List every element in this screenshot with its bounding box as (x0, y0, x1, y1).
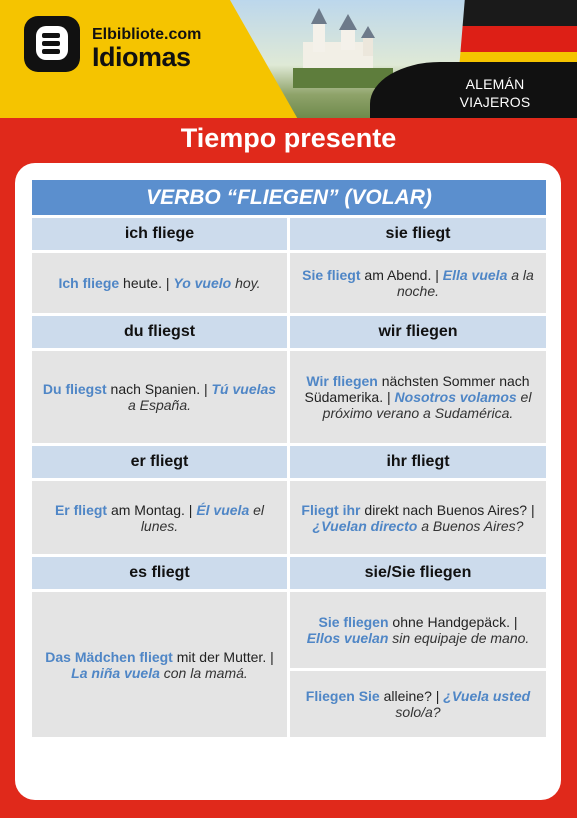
german-phrase: Ich fliege (58, 275, 120, 291)
table-row (32, 316, 546, 348)
german-phrase: Wir fliegen (306, 373, 378, 389)
sentence-text (300, 267, 536, 299)
sentence-part: heute. | (119, 275, 174, 291)
example-sentence (32, 481, 287, 554)
table-row (32, 218, 546, 250)
example-stack (290, 592, 546, 737)
pronoun-form: sie/Sie fliegen (290, 557, 546, 589)
german-phrase: Du fliegst (42, 381, 107, 397)
example-sentence (290, 351, 546, 443)
tag-language: ALEMÁN (465, 76, 525, 92)
pronoun-form: es fliegt (32, 557, 287, 589)
spanish-phrase: Yo vuelo (173, 275, 232, 291)
spanish-phrase: Ella vuela (442, 267, 508, 283)
castle-illustration (285, 8, 395, 88)
sentence-part: direkt nach Buenos Aires? | (360, 501, 535, 518)
sentence-part: a la noche. (396, 267, 534, 299)
sentence-part: mit der Mutter. | (172, 648, 274, 665)
spanish-phrase: Nosotros volamos (394, 389, 517, 405)
example-sentence (32, 351, 287, 443)
table-row (32, 557, 546, 589)
german-phrase: Fliegen Sie (305, 688, 380, 704)
header-banner (0, 0, 577, 118)
table-row (32, 481, 546, 554)
sentence-part: am Abend. | (360, 267, 443, 283)
spanish-phrase: Ellos vuelan (306, 630, 389, 646)
sentence-text (58, 275, 260, 291)
german-phrase: Er fliegt (54, 501, 108, 518)
sentence-text (42, 502, 277, 534)
sentence-text (42, 381, 277, 413)
sentence-part: con la mamá. (159, 664, 248, 681)
spanish-phrase: Tú vuelas (211, 381, 277, 397)
spanish-phrase: ¿Vuela usted (443, 688, 531, 704)
sentence-part: solo/a? (395, 704, 441, 720)
spanish-phrase: Él vuela (196, 501, 250, 518)
german-phrase: Fliegt ihr (301, 501, 361, 518)
sentence-part: el lunes. (140, 501, 265, 534)
tag-audience: VIAJEROS (459, 94, 531, 110)
conjugation-table (32, 180, 546, 740)
sentence-part: nächsten Sommer nach Südamerika. | (304, 373, 530, 405)
example-sentence (290, 592, 546, 668)
table-row (32, 351, 546, 443)
page-title: Tiempo presente (180, 123, 397, 153)
spanish-phrase: La niña vuela (71, 664, 160, 681)
sentence-part: alleine? | (379, 688, 444, 704)
category-tag (445, 75, 545, 111)
sentence-text (42, 649, 277, 681)
example-sentence (290, 481, 546, 554)
german-phrase: Sie fliegt (302, 267, 361, 283)
sentence-text (300, 688, 536, 720)
pronoun-form: sie fliegt (290, 218, 546, 250)
table-row (32, 446, 546, 478)
sentence-part: sin equipaje de mano. (388, 630, 530, 646)
pronoun-form: wir fliegen (290, 316, 546, 348)
sentence-part: a España. (127, 397, 192, 413)
sentence-part: hoy. (231, 275, 261, 291)
sentence-part: am Montag. | (107, 501, 197, 518)
example-sentence (290, 671, 546, 737)
sentence-text (300, 373, 536, 421)
logo-icon (24, 16, 80, 72)
sentence-part: ohne Handgepäck. | (388, 614, 518, 630)
example-sentence (32, 592, 287, 737)
pronoun-form: du fliegst (32, 316, 287, 348)
example-sentence (32, 253, 287, 313)
table-row (32, 253, 546, 313)
verb-title: VERBO “FLIEGEN” (VOLAR) (32, 180, 546, 215)
sentence-text (300, 502, 536, 534)
brand-site: Elbibliote.com (92, 26, 202, 43)
sentence-part: el próximo verano a Sudamérica. (322, 389, 532, 421)
pronoun-form: ihr fliegt (290, 446, 546, 478)
german-phrase: Das Mädchen fliegt (45, 648, 173, 665)
sentence-text (300, 614, 536, 646)
pronoun-form: er fliegt (32, 446, 287, 478)
sentence-part: a Buenos Aires? (417, 517, 524, 534)
brand-name: Idiomas (92, 42, 191, 72)
table-row (32, 592, 546, 737)
german-phrase: Sie fliegen (318, 614, 389, 630)
example-sentence (290, 253, 546, 313)
pronoun-form: ich fliege (32, 218, 287, 250)
spanish-phrase: ¿Vuelan directo (312, 517, 418, 534)
sentence-part: nach Spanien. | (106, 381, 212, 397)
